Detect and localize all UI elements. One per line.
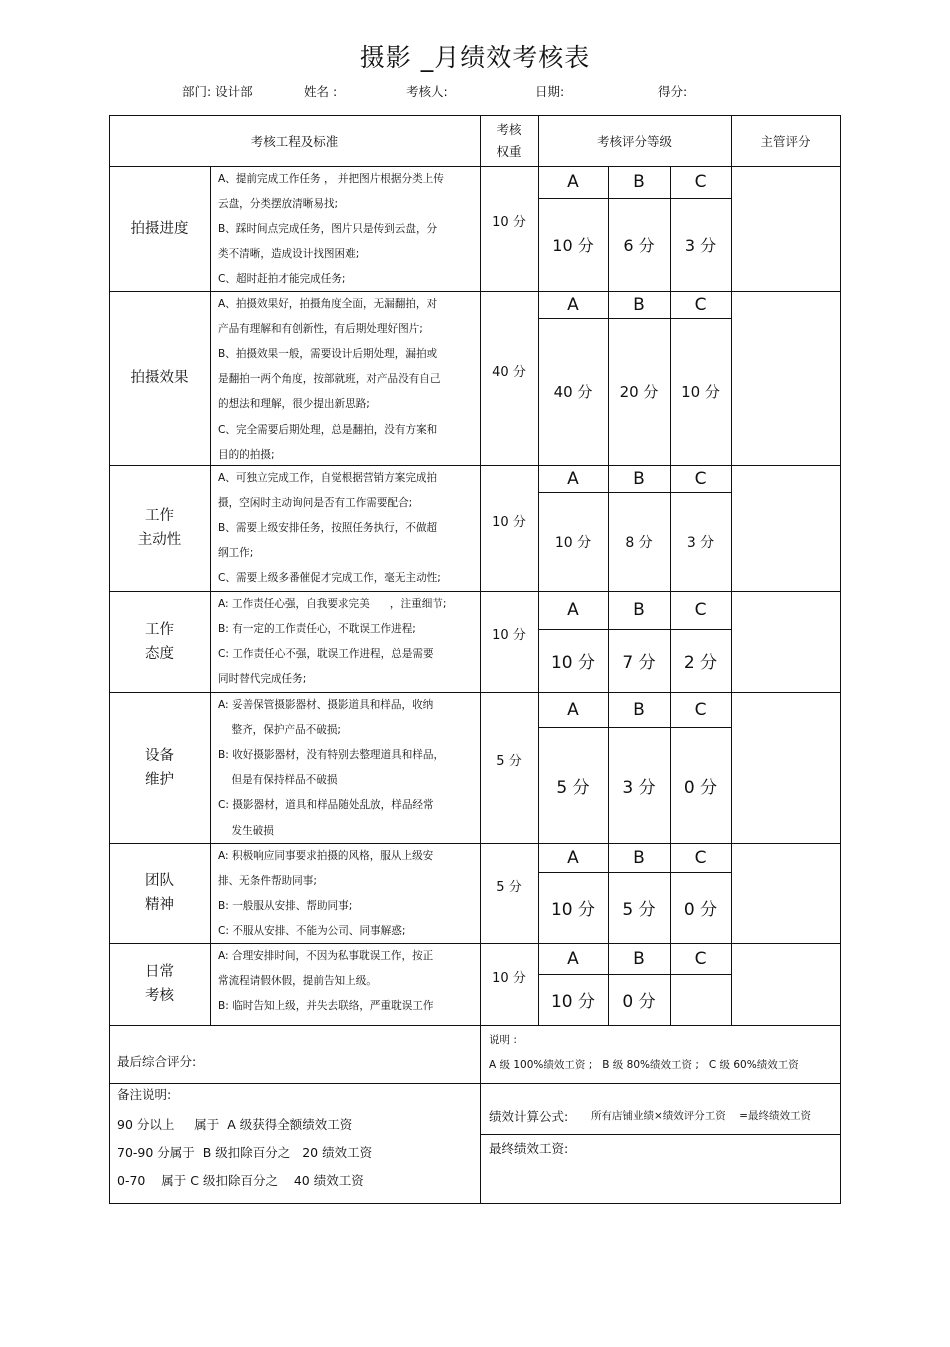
- final-salary-label: 最终绩效工资:: [489, 1141, 569, 1156]
- criteria-line: B、踩时间点完成任务，图片只是传到云盘，分: [218, 222, 438, 235]
- grade-letter: B: [633, 294, 645, 315]
- grade-score: 7 分: [622, 653, 656, 673]
- criteria-text: [218, 292, 478, 468]
- criteria-line: C: 不服从安排、不能为公司、同事解惑;: [218, 925, 406, 938]
- category-cell: [109, 166, 210, 291]
- remarks-line: 0-70 属于 C 级扣除百分之 40 绩效工资: [117, 1173, 364, 1188]
- category-label: 拍摄进度: [130, 220, 189, 237]
- grade-score: [670, 974, 731, 1025]
- grade-score: 3 分: [622, 777, 656, 798]
- weight-cell: 10 分: [492, 628, 526, 643]
- criteria-line: A: 合理安排时间，不因为私事耽误工作，按正: [218, 949, 434, 962]
- criteria-line: 摄，空闲时主动询问是否有工作需要配合;: [218, 496, 413, 509]
- grade-letter: B: [633, 468, 645, 489]
- grade-score: 20 分: [619, 383, 659, 401]
- criteria-line: B: 一般服从安排、帮助同事;: [218, 899, 353, 912]
- criteria-line: 但是有保持样品不破损: [218, 774, 338, 787]
- criteria-line: A: 妥善保管摄影器材、摄影道具和样品，收纳: [218, 698, 434, 711]
- grade-score: 2 分: [683, 653, 718, 673]
- grade-score: 10 分: [550, 653, 596, 673]
- category-label: 设备: [145, 747, 174, 764]
- category-cell: [109, 943, 210, 1025]
- note-text: A 级 100%绩效工资 ; B 级 80%绩效工资 ; C 级 60%绩效工资: [489, 1059, 799, 1071]
- grade-letter: A: [567, 294, 579, 315]
- criteria-line: A、提前完成工作任务 ， 并把图片根据分类上传: [218, 172, 444, 185]
- grade-score: 10 分: [550, 900, 596, 920]
- weight-cell: 5 分: [496, 754, 522, 769]
- category-cell: [109, 591, 210, 692]
- grade-letter: C: [694, 172, 707, 192]
- category-label: 精神: [145, 897, 174, 913]
- grade-letter: A: [567, 847, 579, 868]
- table-rule: [210, 166, 211, 1025]
- grade-letter: B: [633, 600, 645, 620]
- category-label: 考核: [145, 988, 174, 1004]
- criteria-text: [218, 167, 478, 293]
- remarks-line: 70-90 分属于 B 级扣除百分之 20 绩效工资: [117, 1145, 373, 1160]
- grade-letter: A: [567, 172, 579, 192]
- criteria-line: A: 积极响应同事要求拍摄的风格，服从上级安: [218, 849, 434, 862]
- category-label: 主动性: [137, 532, 182, 548]
- category-label: 团队: [145, 873, 174, 889]
- grade-letter: C: [694, 847, 707, 868]
- grade-header: 考核评分等级: [596, 133, 672, 149]
- category-cell: [109, 692, 210, 843]
- remarks-line: 90 分以上 属于 A 级获得全额绩效工资: [117, 1117, 353, 1132]
- grade-letter: B: [633, 699, 645, 720]
- table-rule: [109, 1203, 841, 1204]
- criteria-line: 云盘，分类摆放清晰易找;: [218, 197, 339, 210]
- criteria-line: C、完全需要后期处理，总是翻拍，没有方案和: [218, 423, 438, 436]
- criteria-line: B: 有一定的工作责任心，不耽误工作进程;: [218, 622, 416, 635]
- criteria-line: 发生破损: [218, 824, 274, 837]
- grade-score: 10 分: [550, 992, 596, 1012]
- criteria-line: 常流程请假休假，提前告知上级。: [218, 974, 377, 987]
- category-label: 工作: [145, 621, 174, 638]
- weight-cell: 10 分: [492, 215, 526, 230]
- criteria-line: 产品有理解和有创新性，有后期处理好图片;: [218, 322, 423, 335]
- criteria-line: 目的的拍摄;: [218, 448, 275, 461]
- grade-letter: C: [694, 294, 707, 315]
- grade-score: 10 分: [554, 534, 592, 551]
- table-rule: [840, 115, 841, 1203]
- criteria-text: [218, 844, 478, 945]
- grade-score: 6 分: [623, 236, 655, 255]
- category-cell: [109, 291, 210, 465]
- grade-score: 0 分: [683, 900, 718, 920]
- table-rule: [480, 1134, 840, 1135]
- table-rule: [109, 1025, 840, 1026]
- grade-letter: B: [633, 172, 645, 192]
- name-label: 姓名 :: [304, 84, 338, 99]
- category-cell: [109, 843, 210, 943]
- grade-score: 8 分: [625, 534, 653, 551]
- criteria-text: [218, 592, 478, 693]
- weight-cell: 40 分: [492, 364, 526, 380]
- date-label: 日期:: [535, 84, 565, 99]
- criteria-text: [218, 944, 478, 1020]
- score-label: 得分:: [658, 84, 688, 99]
- criteria-line: 是翻拍一两个角度，按部就班，对产品没有自己: [218, 373, 441, 386]
- criteria-line: 的想法和理解，很少提出新思路;: [218, 398, 370, 411]
- grade-score: 10 分: [552, 236, 594, 255]
- grade-score: 5 分: [622, 900, 656, 920]
- grade-score: 0 分: [683, 777, 718, 798]
- table-rule: [109, 1083, 840, 1084]
- criteria-line: C: 摄影器材，道具和样品随处乱放，样品经常: [218, 799, 434, 812]
- category-cell: [109, 465, 210, 591]
- grade-score: 3 分: [684, 236, 717, 255]
- table-rule: [731, 115, 732, 1025]
- grade-letter: B: [633, 847, 645, 868]
- category-label: 维护: [145, 771, 174, 788]
- criteria-header: 考核工程及标准: [250, 133, 339, 149]
- weight-header-line: 权重: [496, 143, 522, 159]
- grade-letter: A: [567, 948, 579, 969]
- criteria-text: [218, 466, 478, 592]
- category-label: 日常: [145, 964, 174, 980]
- weight-cell: 10 分: [492, 514, 526, 530]
- criteria-line: 类不清晰，造成设计找图困难;: [218, 248, 360, 261]
- criteria-line: A、可独立完成工作，自觉根据营销方案完成拍: [218, 471, 438, 484]
- criteria-line: 整齐，保护产品不破损;: [218, 723, 341, 736]
- weight-cell: 5 分: [496, 879, 522, 895]
- grade-score: 40 分: [553, 383, 593, 401]
- grade-score: 3 分: [686, 534, 715, 551]
- criteria-line: B: 临时告知上级，并失去联络，严重耽误工作: [218, 999, 434, 1012]
- category-label: 态度: [145, 645, 174, 662]
- grade-letter: C: [694, 699, 707, 720]
- criteria-line: B、需要上级安排任务，按照任务执行，不做超: [218, 521, 438, 534]
- grade-score: 0 分: [622, 992, 656, 1012]
- grade-letter: C: [694, 600, 707, 620]
- criteria-line: B、拍摄效果一般，需要设计后期处理，漏拍或: [218, 347, 438, 360]
- grade-letter: C: [694, 948, 707, 969]
- criteria-line: B: 收好摄影器材，没有特别去整理道具和样品，: [218, 748, 445, 761]
- manager-header: 主管评分: [760, 133, 811, 149]
- criteria-line: 同时替代完成任务;: [218, 673, 307, 686]
- weight-cell: 10 分: [492, 970, 526, 986]
- grade-letter: A: [567, 600, 579, 620]
- criteria-line: A: 工作责任心强，自我要求完美 ，注重细节;: [218, 597, 447, 610]
- weight-header-line: 考核: [496, 121, 522, 137]
- formula-text: 所有店铺业绩×绩效评分工资 =最终绩效工资: [591, 1110, 811, 1122]
- criteria-line: 纲工作;: [218, 547, 254, 560]
- category-label: 工作: [145, 508, 174, 524]
- grade-letter: A: [567, 468, 579, 489]
- grade-score: 5 分: [556, 777, 590, 798]
- grade-letter: B: [633, 948, 645, 969]
- assessor-label: 考核人:: [406, 84, 448, 99]
- grade-letter: C: [694, 468, 707, 489]
- department-label: 部门: 设计部: [182, 84, 253, 99]
- remarks-title: 备注说明:: [117, 1087, 172, 1102]
- criteria-text: [218, 693, 478, 844]
- criteria-line: A、拍摄效果好，拍摄角度全面，无漏翻拍，对: [218, 297, 438, 310]
- page-title: 摄影 _月绩效考核表: [359, 43, 591, 72]
- criteria-line: C、需要上级多番催促才完成工作，毫无主动性;: [218, 572, 441, 585]
- criteria-line: C: 工作责任心不强，耽误工作进程，总是需要: [218, 647, 434, 660]
- grade-score: 10 分: [681, 383, 720, 401]
- note-title: 说明 :: [489, 1034, 517, 1046]
- final-score-label: 最后综合评分:: [117, 1054, 197, 1069]
- category-label: 拍摄效果: [130, 370, 189, 386]
- criteria-line: C、超时赶拍才能完成任务;: [218, 273, 346, 286]
- criteria-line: 排、无条件帮助同事;: [218, 874, 317, 887]
- grade-letter: A: [567, 699, 579, 720]
- weight-header: [480, 115, 538, 166]
- formula-label: 绩效计算公式:: [489, 1109, 569, 1124]
